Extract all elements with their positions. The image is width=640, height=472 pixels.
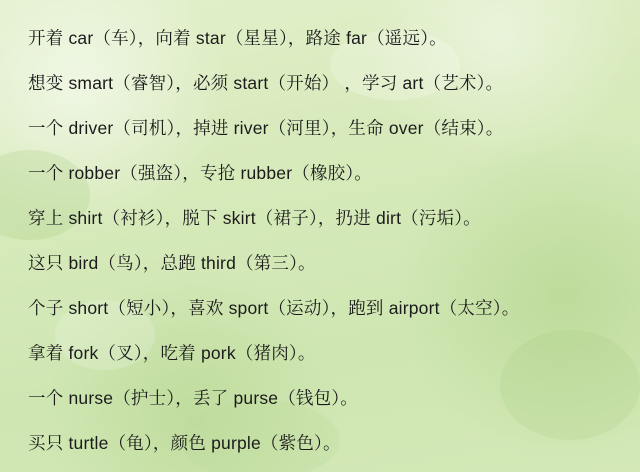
text-line: 穿上 shirt（衬衫），脱下 skirt（裙子），扔进 dirt（污垢）。 — [28, 208, 481, 228]
text-line: 一个 robber（强盗），专抢 rubber（橡胶）。 — [28, 163, 372, 183]
text-line: 买只 turtle（龟），颜色 purple（紫色）。 — [28, 433, 341, 453]
text-line: 一个 nurse（护士），丢了 purse（钱包）。 — [28, 388, 358, 408]
text-line: 个子 short（短小），喜欢 sport（运动），跑到 airport（太空）。 — [28, 298, 520, 318]
text-line: 开着 car（车），向着 star（星星），路途 far（遥远）。 — [28, 28, 447, 48]
text-line: 这只 bird（鸟），总跑 third（第三）。 — [28, 253, 316, 273]
text-line: 一个 driver（司机），掉进 river（河里），生命 over（结束）。 — [28, 118, 504, 138]
text-line: 拿着 fork（叉），吃着 pork（猪肉）。 — [28, 343, 316, 363]
text-line: 想变 smart（睿智），必须 start（开始） ，学习 art（艺术）。 — [28, 73, 504, 93]
